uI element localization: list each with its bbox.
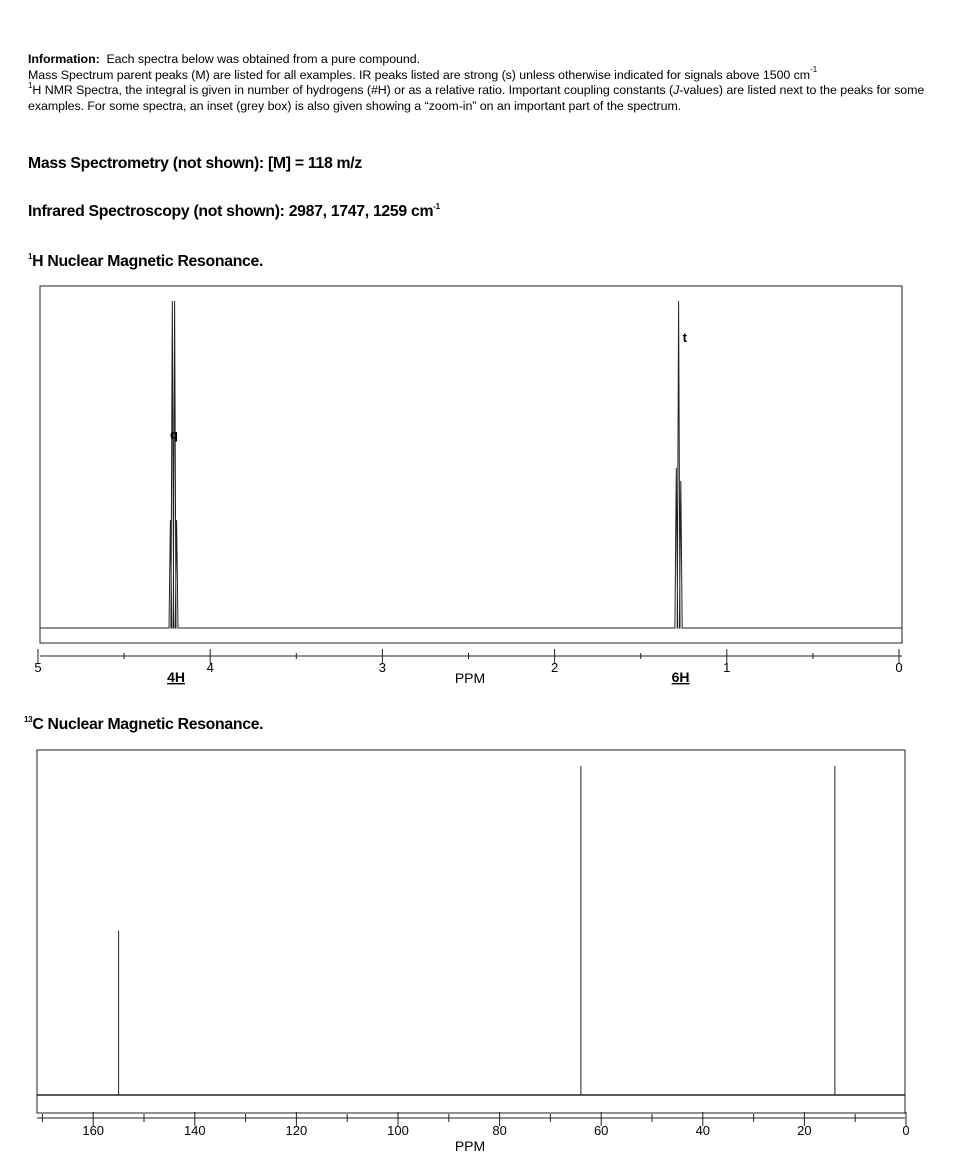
mass-spec-line [28, 155, 362, 173]
hnmr-tick-label: 5 [34, 660, 42, 675]
info-line-2-sup: -1 [810, 65, 818, 75]
hnmr-q-label: q [170, 427, 179, 442]
cnmr-title [24, 716, 263, 734]
info-line-3-sup: 1 [28, 81, 33, 91]
hnmr-x-axis-label: PPM [454, 670, 486, 686]
infrared-line [28, 203, 440, 221]
cnmr-x-axis-label: PPM [454, 1138, 486, 1154]
cnmr-plot-frame [37, 750, 905, 1113]
info-line-3-text: H NMR Spectra, the integral is given in number of hydrogens (#H) or as a relative ratio. Important coupling constants ( [32, 83, 674, 98]
infrared-sup: -1 [433, 201, 440, 211]
info-j-symbol: J [673, 83, 680, 98]
cnmr-tick-label: 40 [695, 1123, 711, 1138]
cnmr-tick-label: 160 [82, 1123, 105, 1138]
info-line-3 [28, 83, 948, 114]
info-line-2 [28, 65, 948, 84]
hnmr-integral-6h: 6H [671, 669, 690, 685]
hnmr-tick-label: 3 [378, 660, 387, 675]
hnmr-tick-label: 1 [723, 660, 731, 675]
cnmr-tick-label: 80 [492, 1123, 507, 1138]
infrared-text: Infrared Spectroscopy (not shown): 2987, 1747, 1259 cm [28, 203, 434, 220]
hnmr-title [28, 253, 263, 271]
info-label: Information: [28, 52, 100, 66]
hnmr-title-sup: 1 [28, 251, 33, 261]
cnmr-title-sup: 13 [24, 714, 33, 724]
hnmr-tick-label: 0 [895, 660, 903, 675]
cnmr-tick-label: 0 [902, 1123, 910, 1138]
hnmr-t-label: t [682, 330, 687, 345]
cnmr-title-text: C Nuclear Magnetic Resonance. [32, 716, 264, 733]
cnmr-tick-label: 120 [285, 1123, 308, 1138]
hnmr-tick-label: 4 [206, 660, 214, 675]
cnmr-tick-label: 20 [797, 1123, 812, 1138]
information-paragraph [28, 52, 948, 114]
info-line-1-text: Each spectra below was obtained from a pure compound. [106, 52, 420, 66]
hnmr-spectrum-chart [0, 280, 978, 700]
cnmr-spectrum-chart [0, 740, 978, 1165]
hnmr-trace [40, 301, 902, 628]
info-line-2-text: Mass Spectrum parent peaks (M) are listed for all examples. IR peaks listed are strong (s) unless otherwise indicated for signals above 1500 cm [28, 67, 811, 82]
mass-spec-text: Mass Spectrometry (not shown): [M] = 118 m/z [28, 155, 362, 172]
hnmr-integral-4h: 4H [167, 669, 185, 685]
hnmr-title-text: H Nuclear Magnetic Resonance. [32, 253, 264, 270]
cnmr-tick-label: 140 [183, 1123, 206, 1138]
cnmr-tick-label: 60 [593, 1123, 609, 1138]
cnmr-tick-label: 100 [387, 1123, 409, 1138]
hnmr-tick-label: 2 [550, 660, 559, 675]
info-line-3-rest: -values) are listed next to the peaks for some examples. For some spectra, an inset (grey box) is also given showing a “zoom-in” on an important part of the spectrum. [28, 83, 925, 113]
